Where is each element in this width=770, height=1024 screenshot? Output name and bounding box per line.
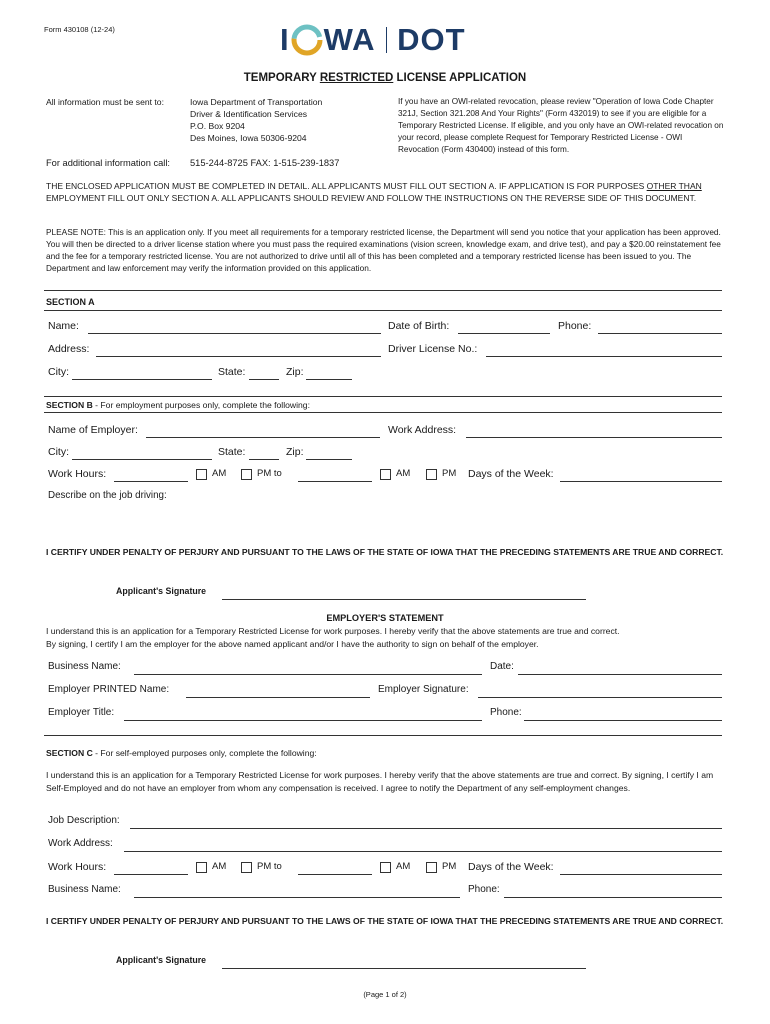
self-employed-statement: I understand this is an application for a Temporary Restricted License for work purposes. I hereby verify that the above statements are true and correct. By signing, I certify I am Self-Employed and do not have an employer from whom any compensation is received. I agree to notify the Department of any self-employment changes. [46,770,714,793]
address-label: Address: [48,343,90,355]
employer-name-field[interactable] [146,437,380,438]
employer-title-label: Employer Title: [48,707,115,718]
state-field[interactable] [249,459,279,460]
date-field[interactable] [518,674,722,675]
days-of-week-label: Days of the Week: [468,861,554,873]
page-number: (Page 1 of 2) [363,990,407,999]
date-label: Date: [490,661,514,672]
am-checkbox[interactable] [196,469,207,480]
city-field[interactable] [72,459,212,460]
divider [44,396,722,397]
work-hours-label: Work Hours: [48,861,107,873]
address-line: Driver & Identification Services [190,109,308,119]
driver-license-label: Driver License No.: [388,343,478,355]
days-of-week-label: Days of the Week: [468,468,554,480]
name-field[interactable] [88,333,381,334]
phone-field[interactable] [524,720,722,721]
work-hours-end-field[interactable] [298,481,372,482]
pm-checkbox[interactable] [241,862,252,873]
phone-field[interactable] [504,897,722,898]
job-driving-field[interactable] [186,490,722,530]
job-driving-label: Describe on the job driving: [48,490,167,501]
work-hours-start-field[interactable] [114,874,188,875]
pm-checkbox-2[interactable] [426,469,437,480]
business-name-label: Business Name: [48,884,121,895]
am-label-2: AM [396,468,411,479]
applicant-signature-field[interactable] [222,599,586,600]
city-field[interactable] [72,379,212,380]
employer-title-field[interactable] [124,720,482,721]
work-hours-end-field[interactable] [298,874,372,875]
pm-label-2: PM [442,468,457,479]
work-address-label: Work Address: [388,424,457,436]
job-description-field[interactable] [130,828,722,829]
divider [44,735,722,736]
section-c-title: SECTION C - For self-employed purposes only, complete the following: [46,748,317,758]
contact-phone: 515-244-8725 FAX: 1-515-239-1837 [190,158,340,168]
zip-label: Zip: [286,366,304,378]
address-field[interactable] [96,356,381,357]
pm-label-2: PM [442,861,457,872]
am-label-2: AM [396,861,411,872]
business-name-field[interactable] [134,897,460,898]
name-label: Name: [48,320,79,332]
city-label: City: [48,366,69,378]
work-address-field[interactable] [124,851,722,852]
address-line: P.O. Box 9204 [190,121,245,131]
employer-printed-name-field[interactable] [186,697,370,698]
employer-signature-field[interactable] [478,697,722,698]
certification-statement: I CERTIFY UNDER PENALTY OF PERJURY AND PURSUANT TO THE LAWS OF THE STATE OF IOWA THAT THE PRECEDING STATEMENTS ARE TRUE AND CORRECT. [46,547,724,557]
additional-info-label: For additional information call: [46,158,171,168]
work-address-field[interactable] [466,437,722,438]
iowa-o-mark-icon [291,24,323,56]
driver-license-field[interactable] [486,356,722,357]
phone-label: Phone: [490,707,522,718]
divider [44,412,722,413]
employer-statement-text: By signing, I certify I am the employer for the above named applicant and/or I have the authority to sign on behalf of the employer. [46,639,539,649]
state-label: State: [218,446,246,458]
applicant-signature-label: Applicant's Signature [116,586,207,596]
am-label: AM [212,468,227,479]
divider [44,290,722,291]
pm-to-label: PM to [257,468,282,479]
iowa-dot-logo: I WA DOT [280,22,466,57]
employer-name-label: Name of Employer: [48,424,138,436]
zip-label: Zip: [286,446,304,458]
section-a-title: SECTION A [46,297,95,307]
city-label: City: [48,446,69,458]
please-note: PLEASE NOTE: This is an application only. If you meet all requirements for a temporary restricted license, the Department will send you notice that your application has been approved. You will then be directed to a driver license station where you must pass the required examinations (vision screen, knowledge exam, and drive test), and pay a $20.00 reinstatement fee and the fee for a temporary restricted license. You are not authorized to drive until all of this has been completed and a temporary restricted license has been issued to you. The Department and law enforcement may verify the information provided on this application. [46,227,721,273]
section-b-title: SECTION B - For employment purposes only, complete the following: [46,400,310,410]
dob-label: Date of Birth: [388,320,450,332]
employer-statement-text: I understand this is an application for a Temporary Restricted License for work purposes. I hereby verify that the above statements are true and correct. [46,626,620,636]
zip-field[interactable] [306,459,352,460]
enclosed-instructions: THE ENCLOSED APPLICATION MUST BE COMPLETED IN DETAIL. ALL APPLICANTS MUST FILL OUT SECTION A. IF APPLICATION IS FOR PURPOSES OTHER THAN EMPLOYMENT FILL OUT ONLY SECTION A. ALL APPLICANTS SHOULD REVIEW AND FOLLOW THE INSTRUCTIONS ON THE REVERSE SIDE OF THIS DOCUMENT. [46,181,702,203]
phone-label: Phone: [558,320,592,332]
divider [44,310,722,311]
am-checkbox-2[interactable] [380,469,391,480]
pm-to-label: PM to [257,861,282,872]
am-checkbox[interactable] [196,862,207,873]
days-of-week-field[interactable] [560,481,722,482]
work-address-label: Work Address: [48,838,113,849]
employer-statement-title: EMPLOYER'S STATEMENT [326,613,444,623]
pm-checkbox-2[interactable] [426,862,437,873]
form-number: Form 430108 (12-24) [44,25,115,34]
address-line: Iowa Department of Transportation [190,97,323,107]
applicant-signature-label: Applicant's Signature [116,955,207,965]
zip-field[interactable] [306,379,352,380]
employer-signature-label: Employer Signature: [378,684,469,695]
dob-field[interactable] [458,333,550,334]
work-hours-start-field[interactable] [114,481,188,482]
applicant-signature-field[interactable] [222,968,586,969]
state-field[interactable] [249,379,279,380]
business-name-label: Business Name: [48,661,121,672]
business-name-field[interactable] [134,674,482,675]
state-label: State: [218,366,246,378]
certification-statement: I CERTIFY UNDER PENALTY OF PERJURY AND PURSUANT TO THE LAWS OF THE STATE OF IOWA THAT THE PRECEDING STATEMENTS ARE TRUE AND CORRECT. [46,916,724,926]
am-label: AM [212,861,227,872]
address-line: Des Moines, Iowa 50306-9204 [190,133,307,143]
owi-note: If you have an OWI-related revocation, please review "Operation of Iowa Code Chapter 321J, Section 321.208 And Your Rights" (Form 432019) to see if you are eligible for a Temporary Restricted License. If eligible, and you only have an OWI-related revocation on your record, please complete Request for Temporary Restricted License - OWI Revocation (Form 430400) instead of this form. [398,97,724,155]
page-title: TEMPORARY RESTRICTED LICENSE APPLICATION [243,72,527,84]
pm-checkbox[interactable] [241,469,252,480]
address-intro: All information must be sent to: [46,97,164,107]
job-description-label: Job Description: [48,815,120,826]
am-checkbox-2[interactable] [380,862,391,873]
phone-field[interactable] [598,333,722,334]
days-of-week-field[interactable] [560,874,722,875]
phone-label: Phone: [468,884,500,895]
employer-printed-name-label: Employer PRINTED Name: [48,684,170,695]
work-hours-label: Work Hours: [48,468,107,480]
